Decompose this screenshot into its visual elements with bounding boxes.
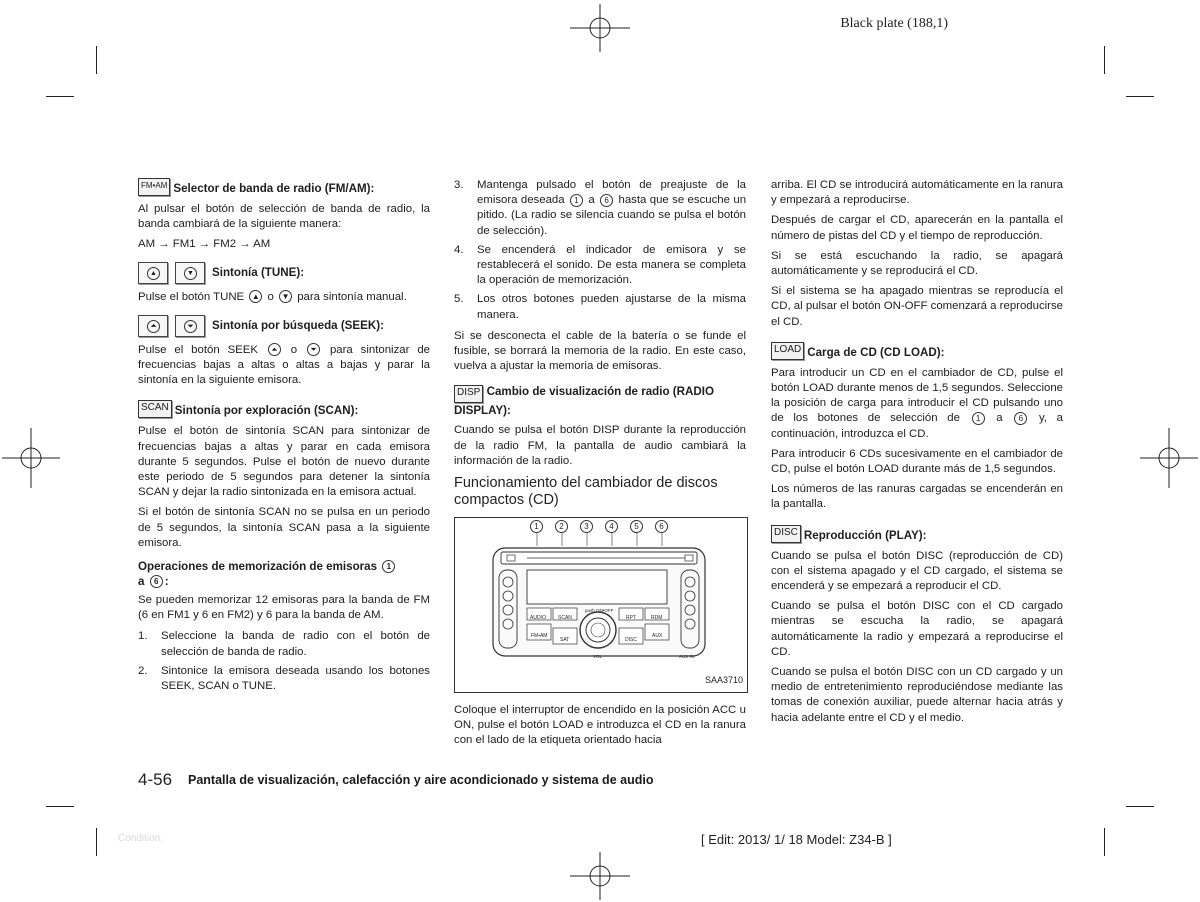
registration-mark-right	[1140, 428, 1198, 488]
step-text: Se encenderá el indicador de emisora y se restablecerá el sonido. De esta manera se completa la operación de memorización.	[477, 243, 746, 287]
seek-up-button-icon: ⏶	[138, 315, 168, 337]
memory-title-c: :	[164, 575, 169, 589]
column-2	[454, 178, 746, 754]
condition-label: Condition:	[118, 833, 164, 844]
tune-up-icon: ▲	[249, 290, 262, 303]
step-text: Seleccione la banda de radio con el botón de selección de banda de radio.	[161, 630, 430, 658]
edit-info: [ Edit: 2013/ 1/ 18 Model: Z34-B ]	[701, 832, 892, 847]
disp-heading	[454, 384, 746, 418]
cd-text-continued: arriba. El CD se introducirá automáticamente en la ranura y empezará a reproducirse.	[771, 179, 1063, 207]
tune-heading	[138, 262, 430, 284]
figure-label-auxin: AUX IN	[679, 654, 695, 660]
tune-text	[138, 290, 430, 305]
seek-up-icon: ⏶	[268, 343, 281, 356]
scan-title: Sintonía por exploración (SCAN):	[174, 404, 359, 418]
figure-label-push: push ON•OFF	[585, 608, 614, 614]
registration-mark-top	[570, 4, 630, 52]
disp-title: Cambio de visualización de radio (RADIO DISPLAY):	[454, 385, 714, 418]
seek-heading	[138, 315, 430, 337]
crop-mark	[46, 806, 74, 807]
memory-steps-continued	[454, 178, 746, 323]
registration-mark-bottom	[570, 852, 630, 900]
plate-reference: Black plate (188,1)	[840, 16, 948, 31]
figure-code: SAA3710	[704, 674, 743, 685]
figure-label-disc: DISC	[625, 637, 637, 644]
scan-text-2: Si el botón de sintonía SCAN no se pulsa en un periodo de 5 segundos, la sintonía SCAN pasa a la siguiente emisora.	[138, 506, 430, 549]
tune-down-button-icon: ▼	[175, 262, 205, 284]
preset-6-icon: 6	[150, 575, 163, 588]
figure-preset-3-icon: 3	[580, 520, 593, 533]
chapter-title: Pantalla de visualización, calefacción y aire acondicionado y sistema de audio	[188, 773, 654, 787]
crop-mark	[1126, 806, 1154, 807]
figure-label-sat: SAT	[560, 637, 570, 644]
cd-text: Coloque el interruptor de encendido en la posición ACC u ON, pulse el botón LOAD e introduzca el CD en la ranura con el lado de la etiqueta orientado hacia	[454, 704, 746, 747]
memory-steps	[138, 629, 430, 694]
step-number: 1.	[138, 630, 148, 643]
figure-label-aux: AUX	[652, 633, 663, 640]
disp-badge-icon: DISP	[454, 385, 483, 403]
load-badge-icon: LOAD	[771, 342, 804, 360]
load-text-2: Para introducir 6 CDs sucesivamente en el cambiador de CD, pulse el botón LOAD durante más de 1,5 segundos.	[771, 447, 1063, 476]
cd-radio-text: Si se está escuchando la radio, se apagará automáticamente y se reproducirá el CD.	[771, 249, 1063, 278]
list-item	[454, 178, 746, 239]
tune-text-c: para sintonía manual.	[297, 290, 407, 303]
load-text-b: a	[996, 412, 1003, 425]
load-text-3: Los números de las ranuras cargadas se encenderán en la pantalla.	[771, 483, 1063, 511]
memory-heading	[138, 559, 430, 589]
page-number: 4-56	[138, 770, 173, 789]
disp-text: Cuando se pulsa el botón DISP durante la reproducción de la radio FM, la pantalla de audio cambiará la información de la radio.	[454, 424, 746, 467]
step-text-c: hasta que se escuche un pitido. (La radio se silencia cuando se pulsa el botón de selección).	[477, 194, 747, 237]
figure-label-scan: SCAN	[558, 615, 572, 622]
figure-preset-4-icon: 4	[605, 520, 618, 533]
disc-text-3: Cuando se pulsa el botón DISC con un CD cargado y un medio de entretenimiento reproduciéndose mediante las tomas de conexión auxiliar, puede alternar hacia atrás y hacia adelante entre el CD y el medio.	[771, 666, 1063, 724]
registration-mark-left	[2, 428, 60, 488]
memory-title-a: Operaciones de memorización de emisoras	[138, 560, 378, 574]
figure-preset-5-icon: 5	[630, 520, 643, 533]
crop-mark	[1104, 46, 1105, 74]
load-text-c: y, a continuación, introduzca el CD.	[771, 412, 1063, 440]
figure-preset-2-icon: 2	[555, 520, 568, 533]
step-number: 4.	[454, 243, 464, 256]
load-text	[771, 366, 1063, 442]
fmam-heading	[138, 178, 430, 196]
step-number: 3.	[454, 179, 464, 191]
step-number: 5.	[454, 293, 464, 306]
tune-title: Sintonía (TUNE):	[212, 266, 305, 280]
tune-up-button-icon: ▲	[138, 262, 168, 284]
fmam-title: Selector de banda de radio (FM/AM):	[173, 182, 375, 195]
battery-text: Si se desconecta el cable de la batería o se funde el fusible, se borrará la memoria de la radio. En este caso, vuelva a ajustar la memoria de emisoras.	[454, 329, 746, 373]
list-item	[138, 664, 430, 694]
step-text: Los otros botones pueden ajustarse de la misma manera.	[477, 293, 746, 321]
figure-label-rdm: RDM	[651, 615, 663, 622]
crop-mark	[46, 96, 74, 97]
seek-title: Sintonía por búsqueda (SEEK):	[212, 319, 384, 333]
preset-6-icon: 6	[1014, 412, 1027, 425]
seek-text-b: o	[290, 343, 298, 356]
fmam-sequence: AM → FM1 → FM2 → AM	[138, 238, 271, 251]
scan-heading	[138, 400, 430, 418]
fmam-text: Al pulsar el botón de selección de banda de radio, la banda cambiará de la siguiente manera:	[138, 203, 430, 231]
preset-6-icon: 6	[600, 194, 613, 207]
audio-unit-figure	[454, 517, 748, 693]
figure-label-audio: AUDIO	[530, 615, 546, 622]
cd-section-title: Funcionamiento del cambiador de discos compactos (CD)	[454, 475, 718, 509]
fmam-badge-icon: FM•AM	[138, 178, 170, 196]
cd-onoff-text: Si el sistema se ha apagado mientras se reproducía el CD, al pulsar el botón ON-OFF comenzará a reproducirse el CD.	[771, 285, 1063, 328]
step-number: 2.	[138, 664, 148, 677]
figure-label-fmam: FM•AM	[531, 633, 548, 640]
figure-label-vol: VOL	[593, 654, 603, 660]
memory-text: Se pueden memorizar 12 emisoras para la banda de FM (6 en FM1 y 6 en FM2) y 6 para la banda de AM.	[138, 594, 430, 622]
step-text: Sintonice la emisora deseada usando los botones SEEK, SCAN o TUNE.	[161, 664, 430, 693]
memory-title-b: a	[138, 575, 145, 589]
disc-heading	[771, 525, 1063, 543]
list-item	[454, 243, 746, 289]
figure-label-rpt: RPT	[626, 615, 636, 622]
scan-text-1: Pulse el botón de sintonía SCAN para sintonizar de frecuencias bajas a altas y parar en cada emisora durante 5 segundos. Pulse el botón de nuevo durante este periodo de 5 segundos para detener la sintonía SCAN y dejar la radio sintonizada en la emisora actual.	[138, 425, 430, 499]
list-item	[454, 292, 746, 322]
seek-down-button-icon: ⏷	[175, 315, 205, 337]
preset-1-icon: 1	[570, 194, 583, 207]
column-1	[138, 178, 430, 700]
scan-badge-icon: SCAN	[138, 400, 172, 418]
figure-preset-6-icon: 6	[655, 520, 668, 533]
seek-text-a: Pulse el botón SEEK	[138, 343, 258, 356]
load-text-a: Para introducir un CD en el cambiador de CD, pulse el botón LOAD durante menos de 1,5 segundos. Seleccione la posición de carga para introducir el CD pulsando uno de los botones de selección de	[771, 366, 1063, 425]
list-item	[138, 629, 430, 659]
disc-text-1: Cuando se pulsa el botón DISC (reproducción de CD) con el sistema apagado y el CD cargado, el sistema se encenderá y se empezará a reproducir el CD.	[771, 549, 1063, 593]
figure-preset-1-icon: 1	[530, 520, 543, 533]
preset-1-icon: 1	[382, 560, 395, 573]
tune-text-b: o	[267, 290, 274, 303]
step-text	[477, 178, 746, 239]
disc-badge-icon: DISC	[771, 525, 801, 543]
cd-tracks-text: Después de cargar el CD, aparecerán en la pantalla el número de pistas del CD y el tiempo de reproducción.	[771, 214, 1063, 242]
crop-mark	[1126, 96, 1154, 97]
disc-text-2: Cuando se pulsa el botón DISC con el CD cargado mientras se escucha la radio, se apagará automáticamente la radio y empezará a reproducirse el CD.	[771, 600, 1063, 658]
load-title: Carga de CD (CD LOAD):	[807, 345, 945, 359]
seek-text	[138, 343, 430, 389]
seek-text-c: para sintonizar de frecuencias bajas a altas o altas a bajas y parar la sintonía en la siguiente emisora.	[138, 343, 430, 387]
tune-down-icon: ▼	[279, 290, 292, 303]
crop-mark	[96, 828, 97, 856]
tune-text-a: Pulse el botón TUNE	[138, 290, 245, 303]
disc-title: Reproducción (PLAY):	[803, 528, 927, 542]
step-text-b: a	[588, 194, 595, 207]
column-3	[771, 178, 1063, 731]
preset-1-icon: 1	[972, 412, 985, 425]
step-text-a: Mantenga pulsado el botón de preajuste de la emisora deseada	[477, 179, 746, 207]
crop-mark	[96, 46, 97, 74]
crop-mark	[1104, 828, 1105, 856]
seek-down-icon: ⏷	[307, 343, 320, 356]
load-heading	[771, 342, 1063, 360]
